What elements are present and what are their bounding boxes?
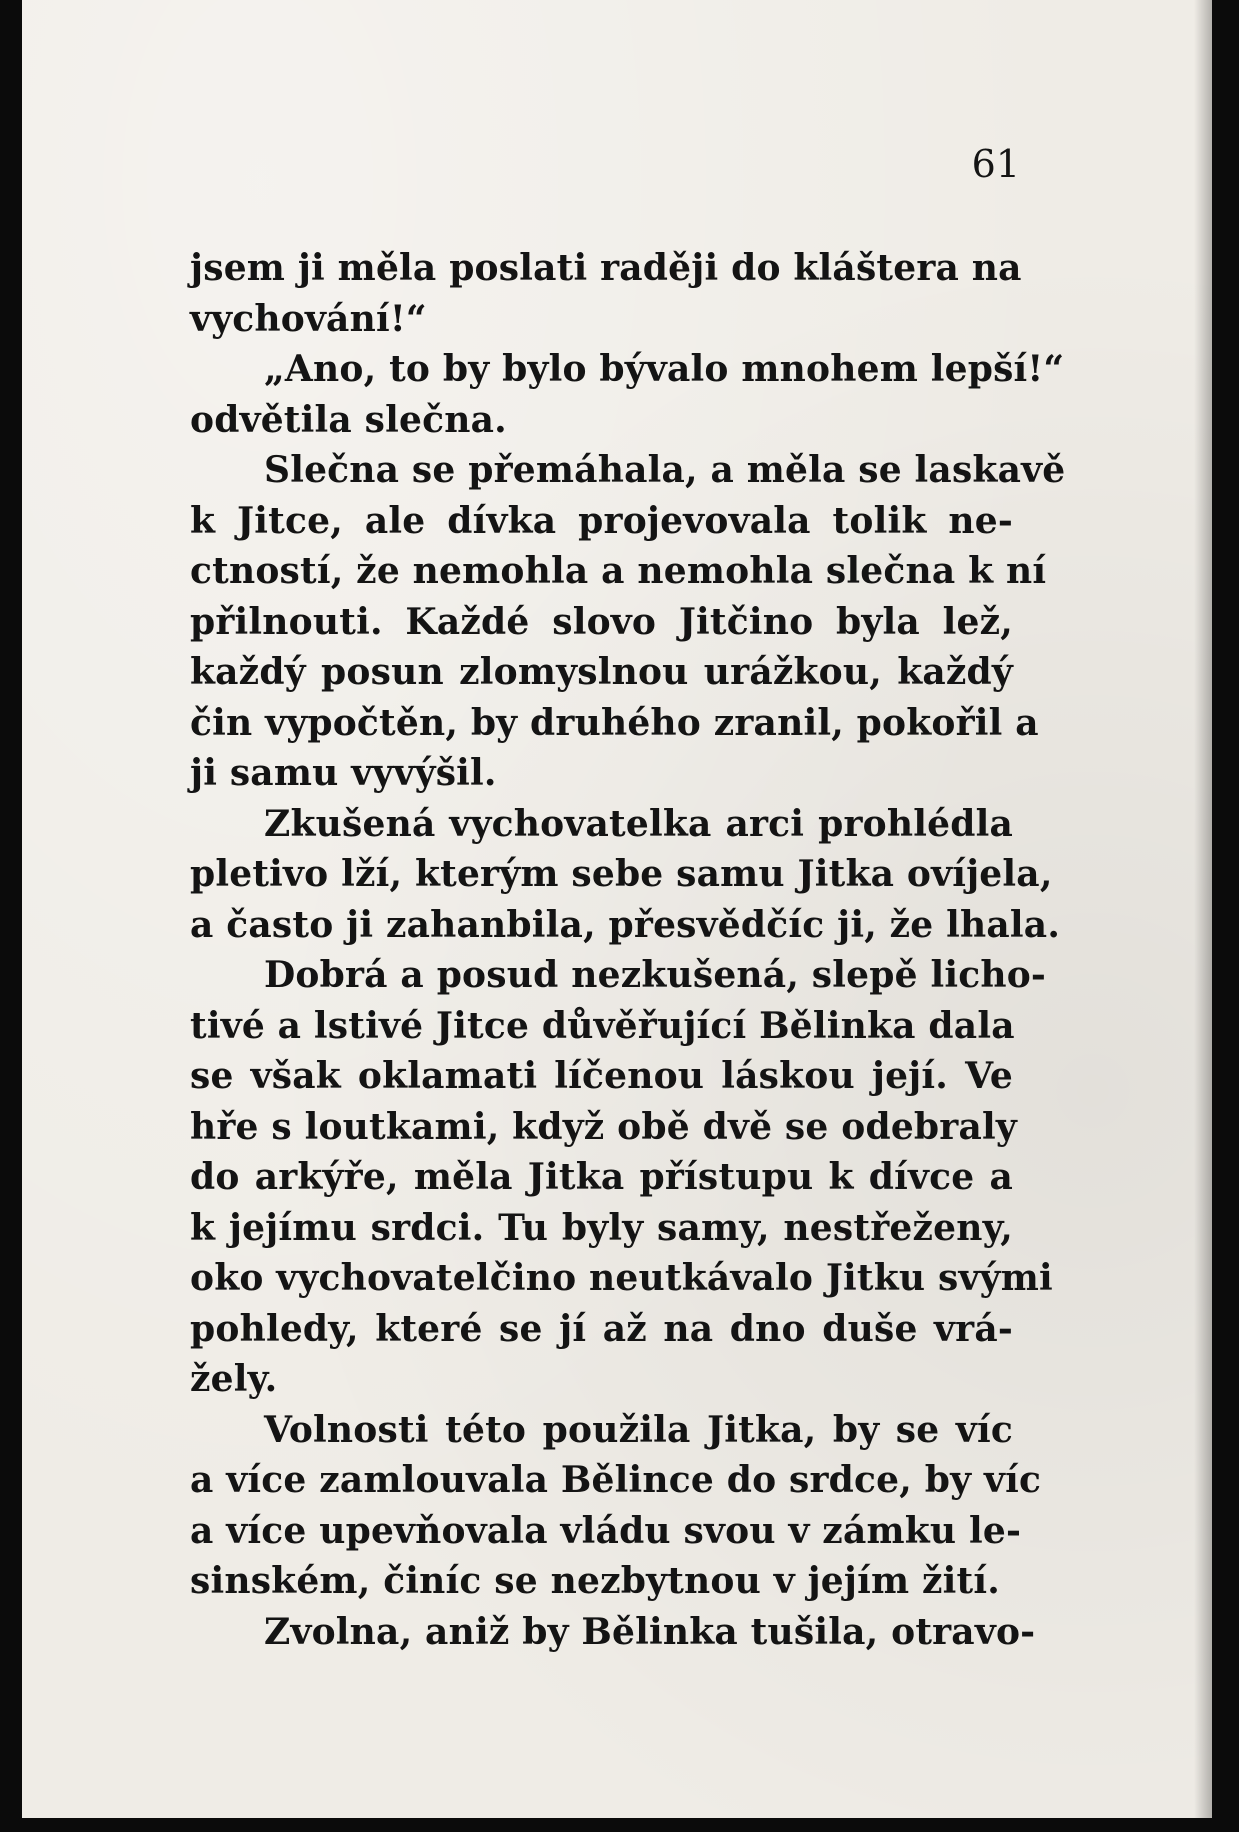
page-number: 61 bbox=[971, 142, 1020, 186]
book-page bbox=[22, 0, 1212, 1818]
page-edge-shadow bbox=[1194, 0, 1212, 1818]
text-line: čin vypočtěn, by druhého zranil, pokořil a bbox=[190, 701, 1039, 744]
body-text bbox=[190, 243, 1066, 1657]
text-line: přilnouti. Každé slovo Jitčino byla lež, bbox=[190, 600, 1013, 643]
text-line: oko vychovatelčino neutkávalo Jitku svými bbox=[190, 1257, 1053, 1299]
text-line: pletivo lží, kterým sebe samu Jitka ovíjela, bbox=[190, 853, 1053, 895]
text-line: k Jitce, ale dívka projevovala tolik ne- bbox=[190, 499, 1013, 542]
text-line: sinském, činíc se nezbytnou v jejím žití. bbox=[190, 1560, 1000, 1602]
text-line: hře s loutkami, když obě dvě se odebraly bbox=[190, 1105, 1017, 1148]
text-line: a často ji zahanbila, přesvědčíc ji, že lhala. bbox=[190, 903, 1061, 946]
text-line: a více zamlouvala Bělince do srdce, by víc bbox=[190, 1459, 1042, 1501]
text-line: Volnosti této použila Jitka, by se víc bbox=[264, 1408, 1013, 1451]
text-line: „Ano, to by bylo bývalo mnohem lepší!“ bbox=[264, 348, 1065, 390]
text-line: Zkušená vychovatelka arci prohlédla bbox=[264, 802, 1013, 845]
text-line: vychování!“ bbox=[190, 297, 427, 340]
text-line: každý posun zlomyslnou urážkou, každý bbox=[190, 651, 1013, 693]
text-line: jsem ji měla poslati raději do kláštera na bbox=[190, 247, 1022, 289]
text-line: Slečna se přemáhala, a měla se laskavě bbox=[264, 449, 1066, 491]
text-line: do arkýře, měla Jitka přístupu k dívce a bbox=[190, 1156, 1013, 1198]
text-line: k jejímu srdci. Tu byly samy, nestřeženy, bbox=[190, 1206, 1013, 1249]
text-line: pohledy, které se jí až na dno duše vrá- bbox=[190, 1307, 1013, 1350]
text-line: a více upevňovala vládu svou v zámku le- bbox=[190, 1509, 1022, 1552]
text-line: Dobrá a posud nezkušená, slepě licho- bbox=[264, 954, 1047, 996]
text-line: žely. bbox=[190, 1358, 278, 1400]
text-line: ctností, že nemohla a nemohla slečna k ní bbox=[190, 550, 1047, 592]
text-line: Zvolna, aniž by Bělinka tušila, otravo- bbox=[264, 1610, 1036, 1653]
text-line: odvětila slečna. bbox=[190, 398, 507, 441]
text-line: tivé a lstivé Jitce důvěřující Bělinka dala bbox=[190, 1004, 1015, 1047]
text-line: ji samu vyvýšil. bbox=[190, 752, 497, 794]
text-line: se však oklamati líčenou láskou její. Ve bbox=[190, 1055, 1013, 1097]
